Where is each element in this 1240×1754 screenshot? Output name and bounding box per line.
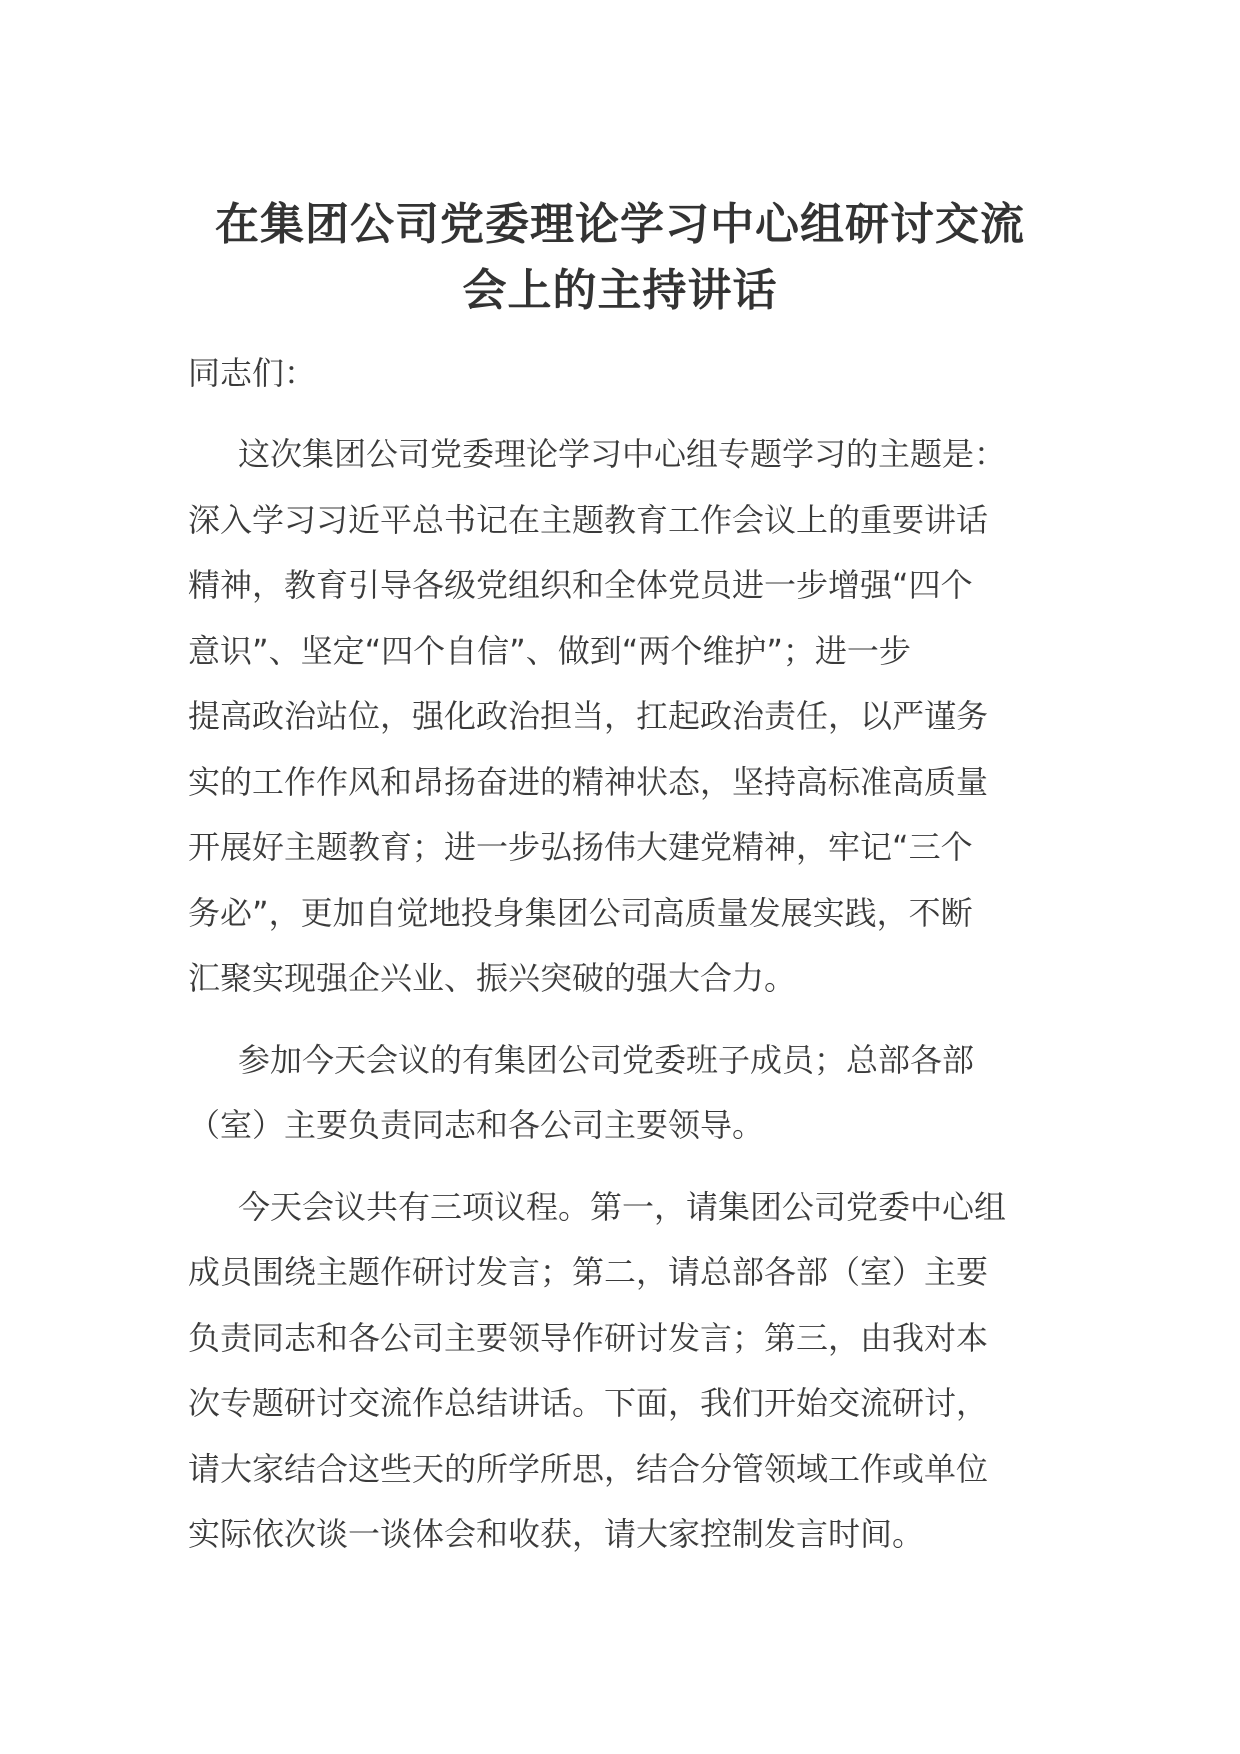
paragraph-line: 负责同志和各公司主要领导作研讨发言；第三，由我对本 (188, 1318, 989, 1357)
paragraph-line: 请大家结合这些天的所学所思，结合分管领域工作或单位 (188, 1449, 989, 1488)
paragraph-line: 深入学习习近平总书记在主题教育工作会议上的重要讲话 (188, 500, 989, 539)
paragraph-theme (188, 422, 1052, 1012)
paragraph-line: 这次集团公司党委理论学习中心组专题学习的主题是： (238, 435, 1007, 473)
paragraph-line: 精神，教育引导各级党组织和全体党员进一步增强“四个 (188, 566, 973, 604)
paragraph-line: 汇聚实现强企兴业、振兴突破的强大合力。 (188, 959, 797, 997)
paragraph-line: 次专题研讨交流作总结讲话。下面，我们开始交流研讨， (188, 1384, 989, 1422)
title-line: 会上的主持讲话 (462, 265, 778, 316)
paragraph-line: （室）主要负责同志和各公司主要领导。 (188, 1106, 765, 1144)
paragraph-line: 意识”、坚定“四个自信”、做到“两个维护”；进一步 (188, 631, 911, 670)
paragraph-agenda (188, 1175, 1052, 1568)
paragraph-line: 今天会议共有三项议程。第一，请集团公司党委中心组 (238, 1187, 1007, 1226)
paragraph-line: 参加今天会议的有集团公司党委班子成员；总部各部 (238, 1040, 975, 1079)
paragraph-line: 成员围绕主题作研讨发言；第二，请总部各部（室）主要 (188, 1253, 989, 1291)
paragraph-line: 实际依次谈一谈体会和收获，请大家控制发言时间。 (188, 1515, 925, 1553)
paragraph-line: 提高政治站位，强化政治担当，扛起政治责任，以严谨务 (188, 697, 989, 735)
paragraph-line: 开展好主题教育；进一步弘扬伟大建党精神，牢记“三个 (188, 828, 973, 866)
paragraph-attendees (188, 1028, 1052, 1159)
title-line: 在集团公司党委理论学习中心组研讨交流 (215, 199, 1025, 250)
document-title (188, 192, 1052, 324)
paragraph-line: 务必”，更加自觉地投身集团公司高质量发展实践，不断 (188, 893, 973, 932)
document-page (188, 192, 1052, 1568)
salutation: 同志们： (188, 354, 317, 392)
paragraph-line: 实的工作作风和昂扬奋进的精神状态，坚持高标准高质量 (188, 762, 989, 801)
